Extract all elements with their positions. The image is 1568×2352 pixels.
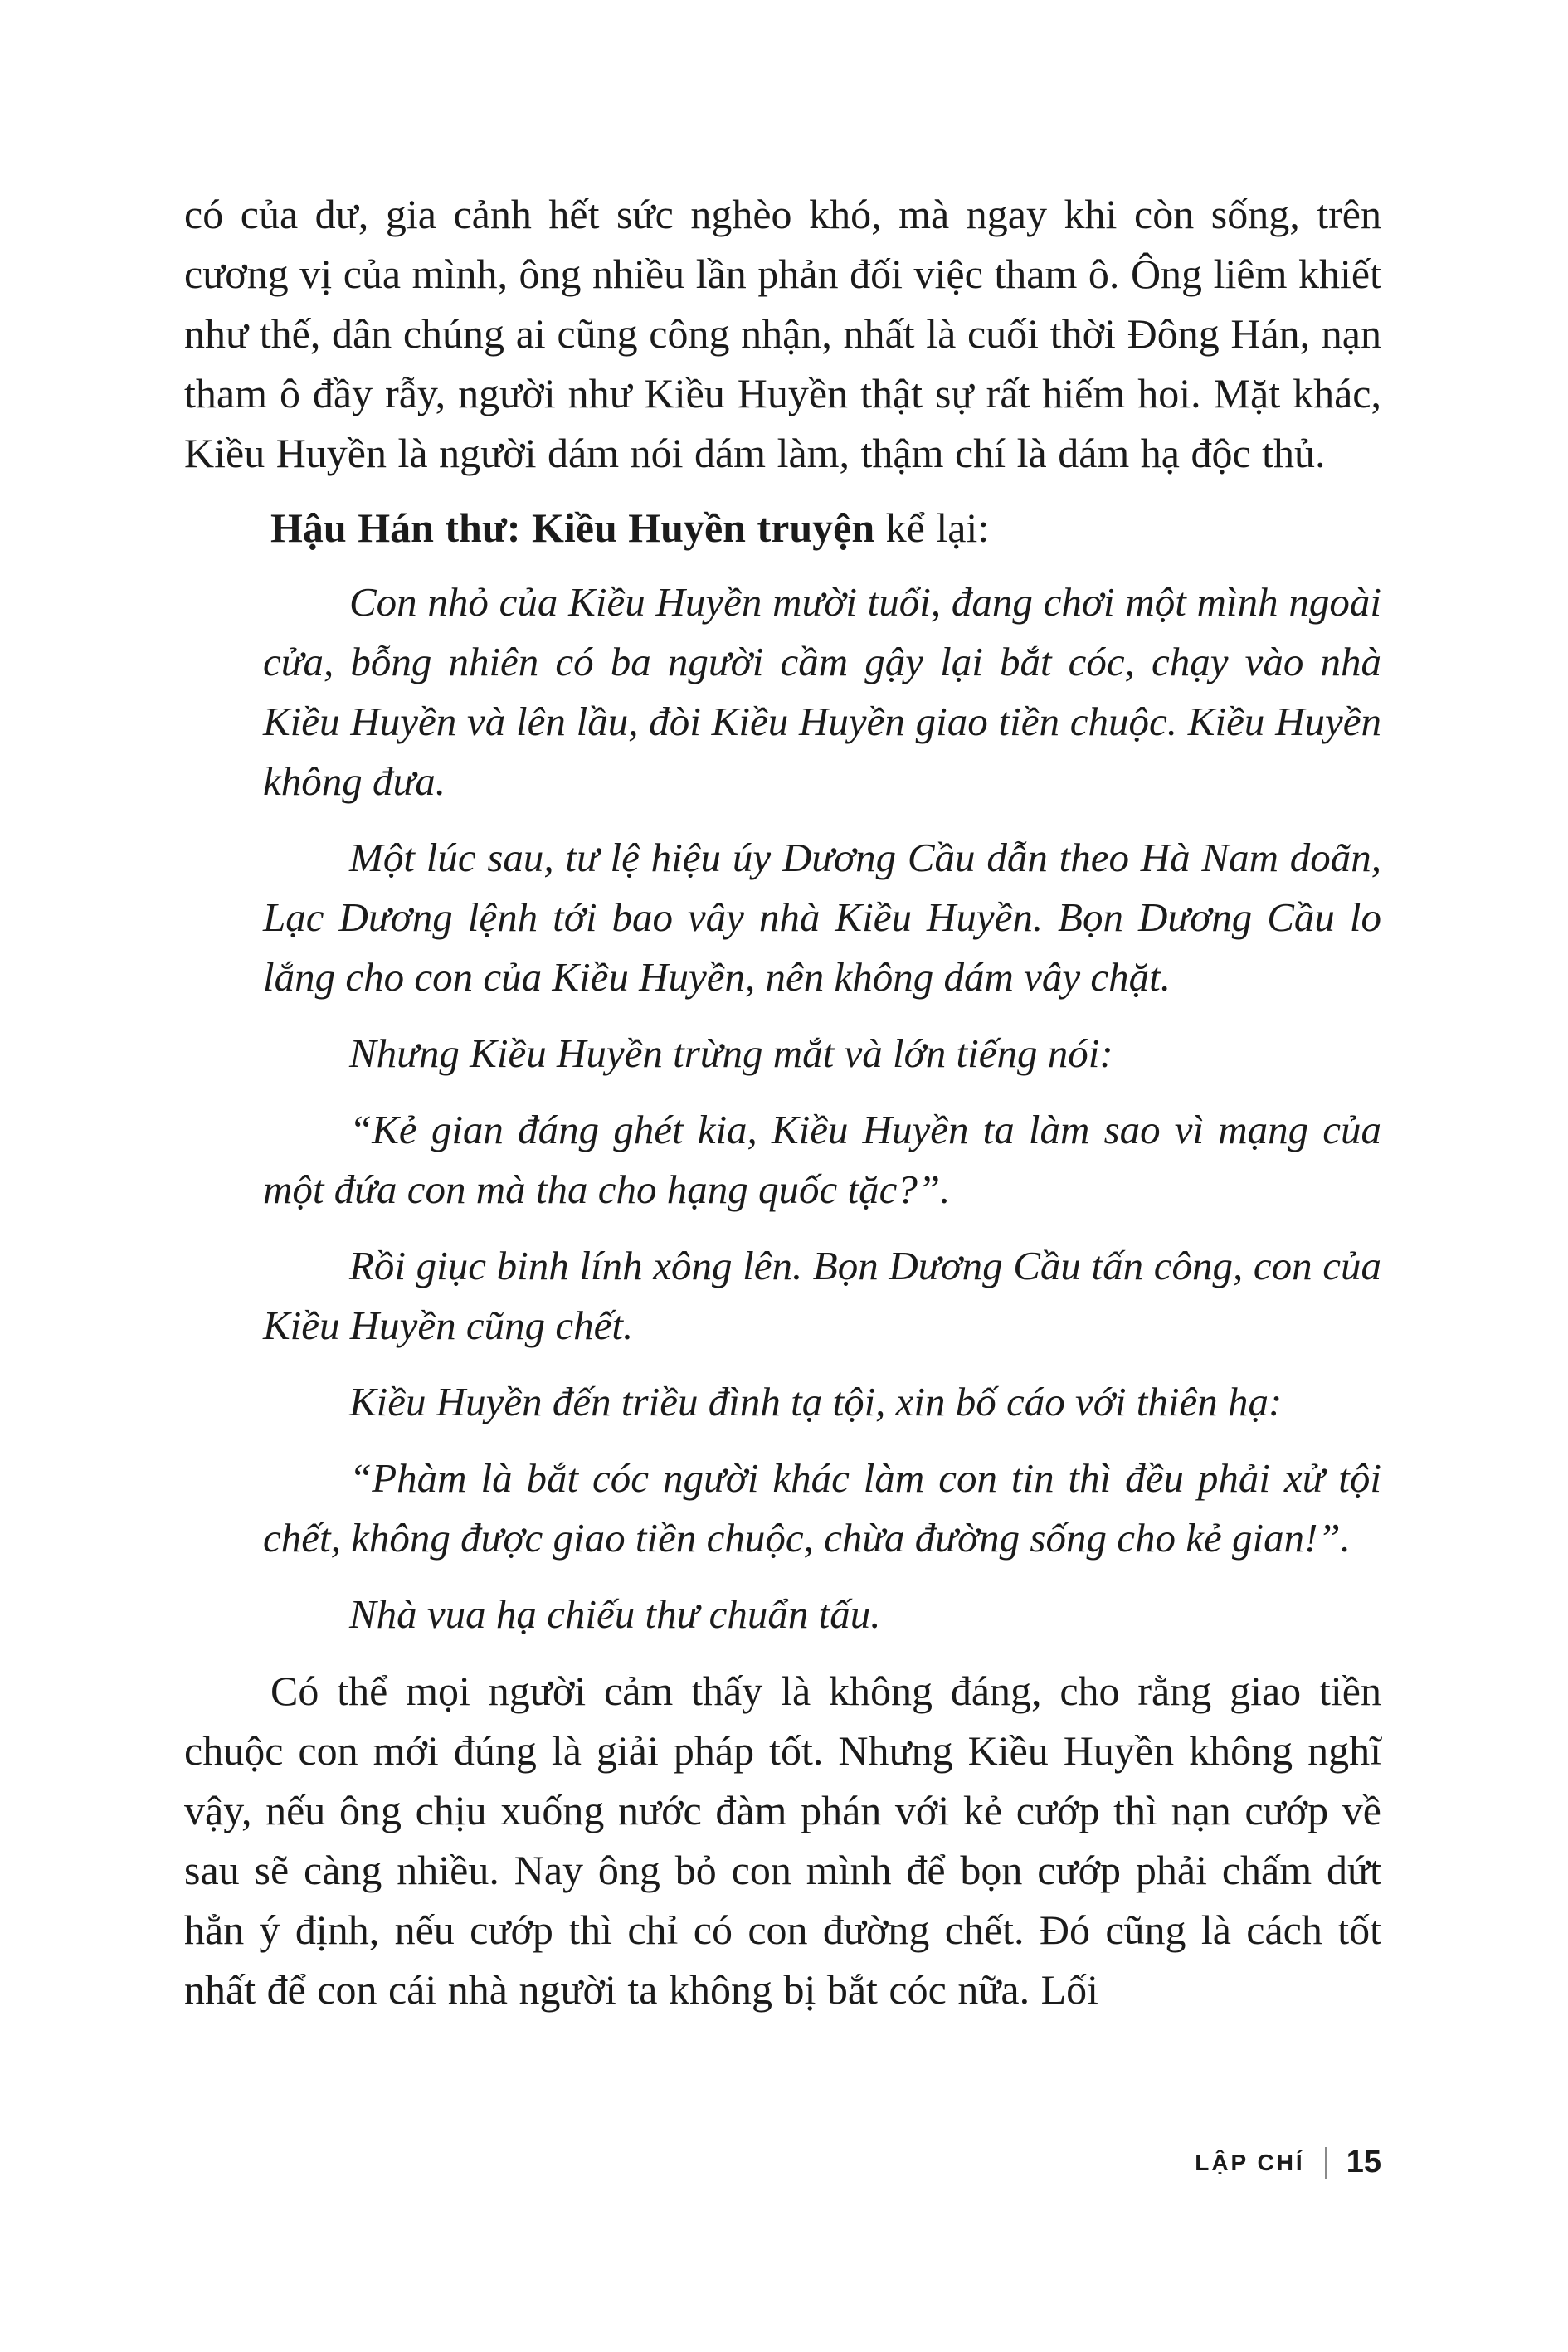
- source-lead-rest: kể lại:: [874, 504, 990, 551]
- footer-divider: [1325, 2147, 1327, 2179]
- page-number: 15: [1346, 2145, 1381, 2179]
- page-text-block: [184, 184, 1381, 2034]
- paragraph-source-lead: [184, 498, 1381, 558]
- quote-paragraph-7: “Phàm là bắt cóc người khác làm con tin thì đều phải xử tội chết, không được giao tiền chuộc, chừa đường sống cho kẻ gian!”.: [263, 1455, 1381, 1561]
- paragraph-commentary: Có thể mọi người cảm thấy là không đáng, cho rằng giao tiền chuộc con mới đúng là giải pháp tốt. Nhưng Kiều Huyền không nghĩ vậy, nếu ông chịu xuống nước đàm phán với kẻ cướp thì nạn cướp về sau sẽ càng nhiều. Nay ông bỏ con mình để bọn cướp phải chấm dứt hẳn ý định, nếu cướp thì chỉ có con đường chết. Đó cũng là cách tốt nhất để con cái nhà người ta không bị bắt cóc nữa. Lối: [184, 1668, 1381, 2013]
- chapter-title: LẬP CHÍ: [1195, 2149, 1305, 2175]
- page-footer: [1195, 2145, 1381, 2180]
- paragraph-continuation: có của dư, gia cảnh hết sức nghèo khó, mà ngay khi còn sống, trên cương vị của mình, ông nhiều lần phản đối việc tham ô. Ông liêm khiết như thế, dân chúng ai cũng công nhận, nhất là cuối thời Đông Hán, nạn tham ô đầy rẫy, người như Kiều Huyền thật sự rất hiếm hoi. Mặt khác, Kiều Huyền là người dám nói dám làm, thậm chí là dám hạ độc thủ.: [184, 191, 1381, 476]
- quote-paragraph-3: Nhưng Kiều Huyền trừng mắt và lớn tiếng nói:: [349, 1030, 1113, 1076]
- quote-paragraph-8: Nhà vua hạ chiếu thư chuẩn tấu.: [349, 1591, 881, 1637]
- quote-paragraph-5: Rồi giục binh lính xông lên. Bọn Dương Cầu tấn công, con của Kiều Huyền cũng chết.: [263, 1243, 1381, 1348]
- quote-paragraph-6: Kiều Huyền đến triều đình tạ tội, xin bố cáo với thiên hạ:: [349, 1379, 1283, 1424]
- source-title: Hậu Hán thư: Kiều Huyền truyện: [270, 504, 875, 551]
- quote-paragraph-1: Con nhỏ của Kiều Huyền mười tuổi, đang chơi một mình ngoài cửa, bỗng nhiên có ba người cầm gậy lại bắt cóc, chạy vào nhà Kiều Huyền và lên lầu, đòi Kiều Huyền giao tiền chuộc. Kiều Huyền không đưa.: [263, 579, 1381, 804]
- quote-paragraph-4: “Kẻ gian đáng ghét kia, Kiều Huyền ta làm sao vì mạng của một đứa con mà tha cho hạng quốc tặc?”.: [263, 1107, 1381, 1212]
- quote-paragraph-2: Một lúc sau, tư lệ hiệu úy Dương Cầu dẫn theo Hà Nam doãn, Lạc Dương lệnh tới bao vây nhà Kiều Huyền. Bọn Dương Cầu lo lắng cho con của Kiều Huyền, nên không dám vây chặt.: [263, 835, 1381, 1000]
